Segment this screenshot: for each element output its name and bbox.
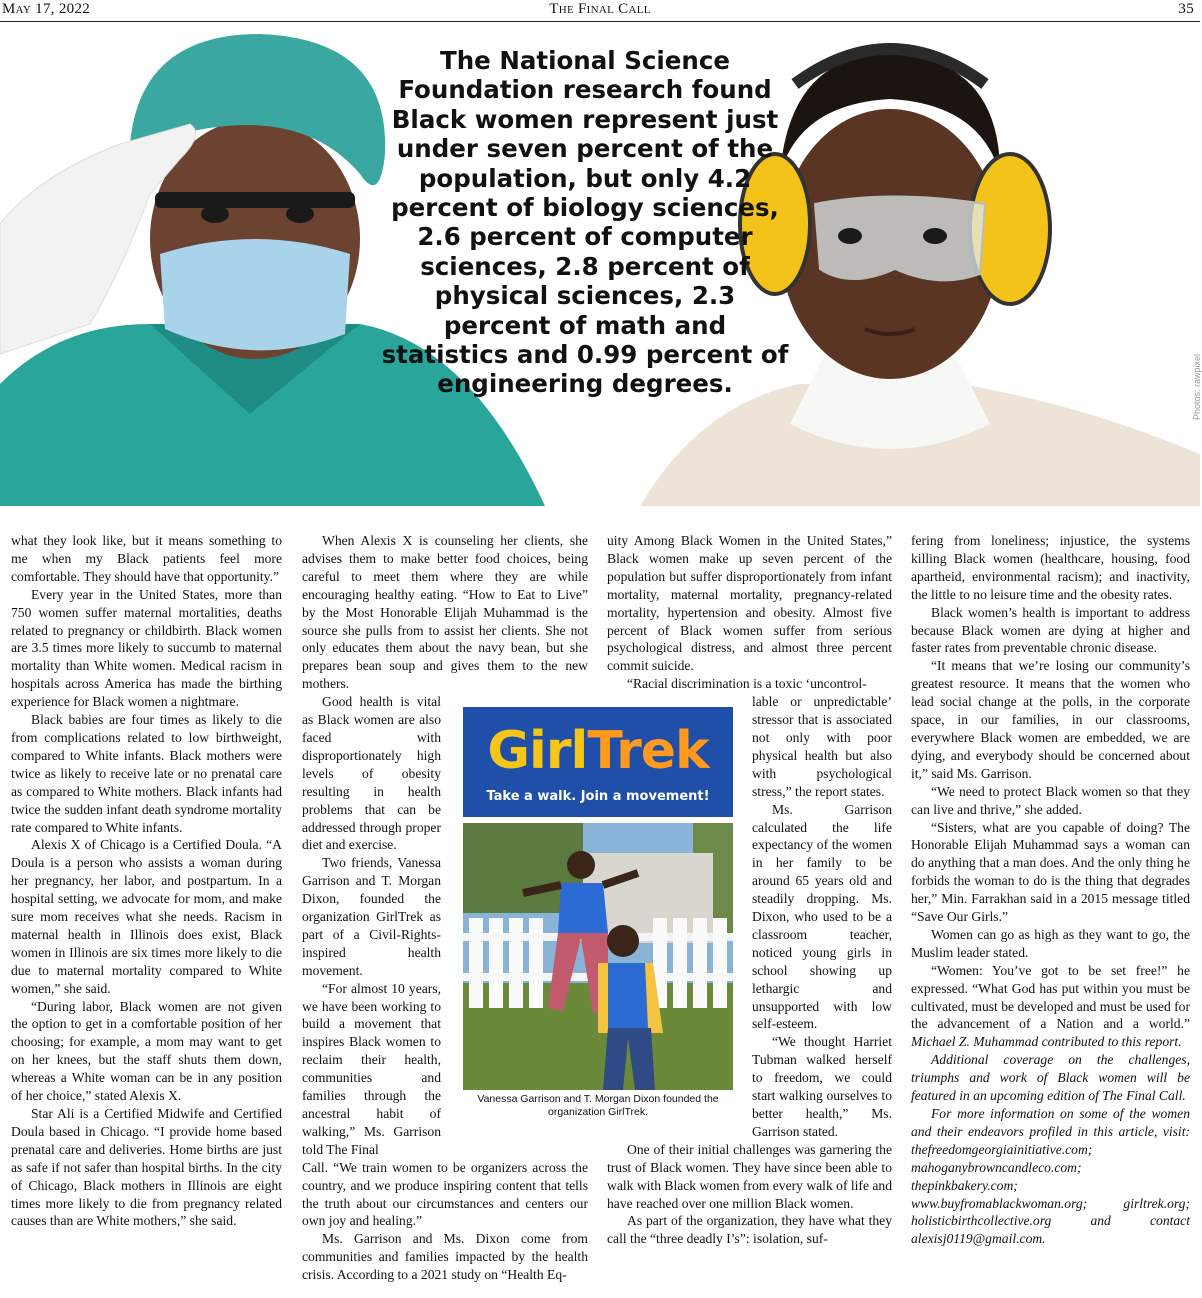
paragraph: Star Ali is a Certified Midwife and Certified Doula based in Chicago. “I provide home based prenatal care and deliveries. Home births are just as safe if not safer than hospital births. In the city of Chicago, Black mothers in Illinois are eight times more likely to die from pregnancy related causes than are White mothers,” she said.: [11, 1106, 282, 1229]
column-wrap-area: [752, 693, 892, 1141]
paragraph: “Sisters, what are you capable of doing? The Honorable Elijah Muhammad says a woman can do anything that a man does. And the only thing he forbids the woman to do is the thing that degrades her,” Min. Farrakhan said in a 2015 message titled “Save Our Girls.”: [911, 819, 1190, 925]
logo-girl-text: Girl: [487, 721, 588, 781]
paragraph: [911, 962, 1190, 1052]
paragraph: “For almost 10 years, we have been working to build a movement that inspires Black women to reclaim their health, communities and families through the ancestral habit of walking,” Ms. Garrison told The Final: [302, 980, 441, 1157]
paragraph: lable or unpredictable’ stressor that is associated not only with poor physical health but also with psychological stress,” the report states.: [752, 694, 892, 799]
paragraph: One of their initial challenges was garnering the trust of Black women. They have since been able to walk with Black women from every walk of life and have reached over one million Black women.: [607, 1141, 893, 1211]
more-info-note: For more information on some of the women and their endeavors profiled in this article, visit: thefreedomgeorgiainitiative.com; mahoganybrowncandleco.com; thepinkbakery.com; www.buyfromablackwoman.org; girltrek.org; holisticbirthcollective.org and contact alexisj0119@gmail.com.: [911, 1106, 1190, 1247]
logo-wordmark: [463, 721, 733, 781]
pull-quote: The National Science Foundation research found Black women represent just under seven percent of the population, but only 4.2 percent of biology sciences, 2.6 percent of computer sciences, 2.8 percent of physical sciences, 2.3 percent of math and statistics and 0.99 percent of engineering degrees.: [381, 46, 789, 399]
paragraph: When Alexis X is counseling her clients, she advises them to make better food choices, being careful to meet them where they are while encouraging healthy eating. “How to Eat to Live” by the Most Honorable Elijah Muhammad is the source she pulls from to assist her clients. She not only educates them about the navy bean, but she prepares bean soup and gives them to the new mothers.: [302, 533, 588, 692]
contributor-note: Michael Z. Muhammad contributed to this report.: [911, 1034, 1182, 1050]
founders-photo: [463, 823, 733, 1090]
page-number: 35: [1178, 1, 1194, 17]
paragraph: “It means that we’re losing our community’s greatest resource. It means that the women who lead social change at the polls, in the corporate space, in our families, in our classrooms, everywhere Black women are embedded, we are dying, and everybody should be concerned about it,” said Ms. Garrison.: [911, 658, 1190, 781]
paragraph: As part of the organization, they have what they call the “three deadly I’s”: isolation, suf-: [607, 1213, 892, 1247]
paragraph: fering from loneliness; injustice, the systems killing Black women (healthcare, housing, food apartheid, environmental racism); and inactivity, the little to no leisure time and the obesity rates.: [911, 533, 1190, 602]
paragraph: Black women’s health is important to address because Black women are dying at higher and faster rates from preventable chronic disease.: [911, 604, 1190, 656]
photo-caption: Vanessa Garrison and T. Morgan Dixon founded the organization GirlTrek.: [477, 1093, 719, 1118]
paragraph: Call. “We train women to be organizers across the country, and we produce inspiring content that tells the truth about our circumstances and centers our own joy and healing.”: [302, 1159, 588, 1229]
paragraph: Two friends, Vanessa Garrison and T. Morgan Dixon, founded the organization GirlTrek as part of a Civil-Rights-inspired health movement.: [302, 855, 441, 978]
logo-trek-text: Trek: [587, 721, 709, 781]
founders-illustration: [463, 823, 733, 1090]
publication-name: The Final Call: [549, 1, 651, 17]
paragraph: “We thought Harriet Tubman walked herself to freedom, we could start walking ourselves to better health,” Ms. Garrison stated.: [752, 1034, 892, 1139]
paragraph: Good health is vital as Black women are also faced with disproportionately high levels of obesity resulting in health problems that can be addressed through proper diet and exercise.: [302, 694, 441, 853]
page-header: [0, 0, 1200, 22]
paragraph: Ms. Garrison and Ms. Dixon come from communities and families impacted by the health crisis. According to a 2021 study on “Health Eq-: [302, 1231, 588, 1283]
hero-photo-section: [0, 24, 1200, 506]
paragraph: “During labor, Black women are not given the option to get in a comfortable position of her choosing; for example, a mom may want to get on her knees, but the staff shuts them down, whereas a White woman can be in any position of her choice,” stated Alexis X.: [11, 998, 282, 1104]
paragraph: “Racial discrimination is a toxic ‘uncontrol-: [627, 676, 867, 692]
logo-tagline: Take a walk. Join a movement!: [486, 789, 710, 804]
paragraph: “We need to protect Black women so that they can live and thrive,” she added.: [911, 783, 1190, 817]
paragraph: Black babies are four times as likely to die from complications related to low birthweight, compared to White infants. Black mothers were twice as likely to receive late or no prenatal care as compared to White mothers. Black infants had twice the sudden infant death syndrome mortality rate compared to White infants.: [11, 712, 282, 835]
editor-note: Additional coverage on the challenges, triumphs and work of Black women will be featured in an upcoming edition of The Final Call.: [911, 1052, 1190, 1104]
article-column-1: [11, 532, 282, 1230]
girltrek-logo: [463, 707, 733, 817]
article-column-4: [911, 532, 1190, 1248]
paragraph: what they look like, but it means something to me when my Black patients feel more comfortable. They should have that opportunity.”: [11, 533, 282, 584]
issue-date: May 17, 2022: [2, 1, 91, 17]
paragraph: Every year in the United States, more than 750 women suffer maternal mortalities, deaths related to pregnancy or childbirth. Black women are 3.5 times more likely to succumb to maternal mortality than White women. Medical racism in hospitals across America has made the birthing experience for Black women a nightmare.: [11, 586, 282, 710]
paragraph: Alexis X of Chicago is a Certified Doula. “A Doula is a person who assists a woman during her pregnancy, her labor, and postpartum. In a hospital setting, we advocate for mom, and make sure mom receives what she needs. Racism in maternal health in Illinois does exist, Black women in Illinois are six times more likely to die due to maternal mortality compared to White women,” she said.: [11, 837, 282, 996]
paragraph: uity Among Black Women in the United States,” Black women make up seven percent of the population but suffer disproportionately from infant mortality, maternal mortality, pregnancy-related mortality, hypertension and obesity. Almost five percent of Black women suffer from serious psychological distress, and almost three percent commit suicide.: [607, 533, 892, 674]
paragraph: Women can go as high as they want to go, the Muslim leader stated.: [911, 926, 1190, 960]
photo-credit: Photos: rawpixel: [1192, 354, 1202, 421]
quote-text: “Women: You’ve got to be set free!” he expressed. “What God has put within you must be cultivated, must be developed and must be used for the advancement of a Nation and a world.”: [911, 962, 1190, 1032]
column-wrap-area: [302, 693, 441, 1159]
paragraph: Ms. Garrison calculated the life expectancy of the women in her family to be around 65 years old and steadily dropping. Ms. Dixon, who used to be a classroom teacher, noticed young girls in school showing up lethargic and unsupported with low self-esteem.: [752, 801, 892, 1032]
